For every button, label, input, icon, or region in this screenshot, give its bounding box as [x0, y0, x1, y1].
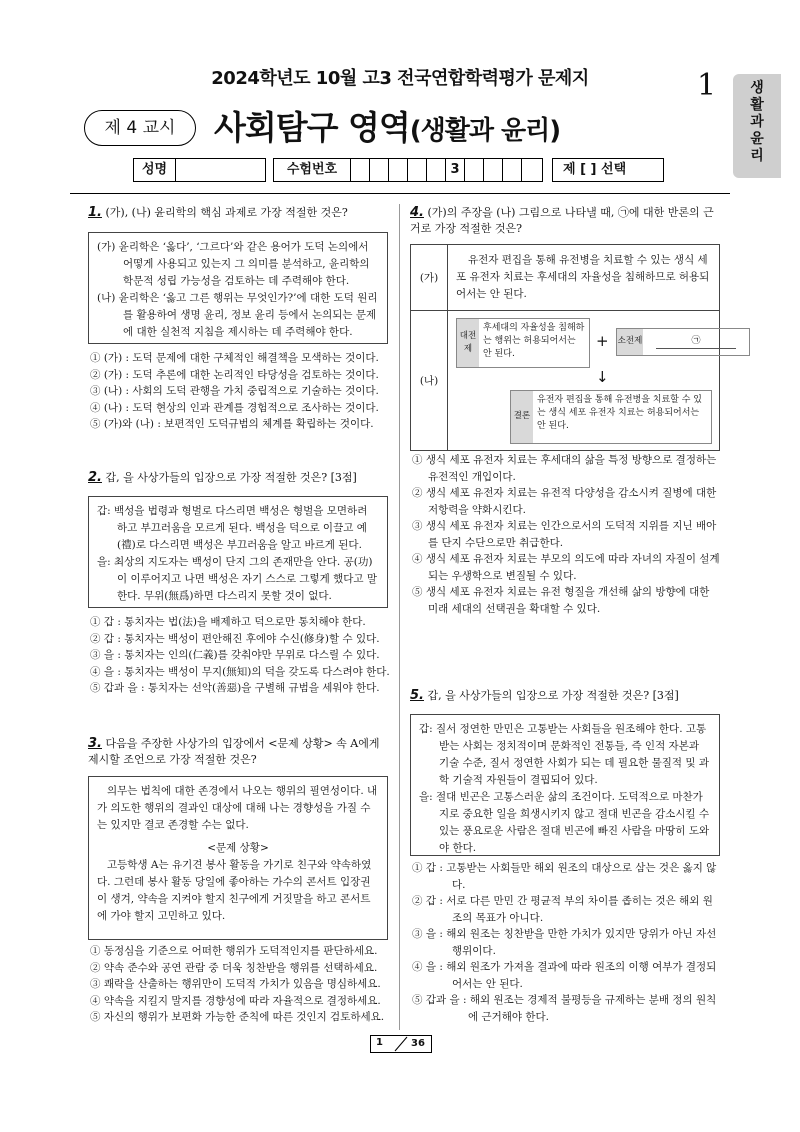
- question-number: 3.: [88, 736, 102, 751]
- subject-side-tab: [733, 74, 781, 178]
- subject-title: [214, 102, 560, 149]
- na-label: (나): [411, 311, 448, 451]
- session-badge: 제 4 교시: [84, 110, 196, 146]
- option-2[interactable]: ② (가) : 도덕 추론에 대한 논리적인 타당성을 검토하는 것이다.: [90, 368, 379, 381]
- situation-title: <문제 상황>: [207, 842, 269, 854]
- question-3-passage: [88, 776, 388, 940]
- question-number: 5.: [410, 688, 424, 703]
- option-1[interactable]: ① 갑 : 고통받는 사회들만 해외 원조의 대상으로 삼는 것은 옳지 않다.: [412, 862, 717, 891]
- digit-cell: [408, 159, 427, 181]
- major-premise-label: 대전제: [457, 319, 479, 367]
- option-3[interactable]: ③ 쾌락을 산출하는 행위만이 도덕적 가치가 있음을 명심하세요.: [90, 978, 381, 990]
- minor-premise-marker: ㉠: [656, 335, 736, 349]
- minor-premise-slot: [643, 329, 749, 355]
- option-2[interactable]: ② 갑 : 서로 다른 만민 간 평균적 부의 차이를 좁히는 것은 해외 원조의 목표가 아니다.: [412, 895, 713, 924]
- question-1-passage: [88, 232, 388, 344]
- option-1[interactable]: ① 동정심을 기준으로 어떠한 행위가 도덕적인지를 판단하세요.: [90, 945, 378, 957]
- question-number: 2.: [88, 470, 102, 485]
- minor-premise-label: 소전제: [617, 329, 643, 355]
- exam-title: 2024학년도 10월 고3 전국연합학력평가 문제지: [211, 68, 589, 89]
- option-2[interactable]: ② 생식 세포 유전자 치료는 유전적 다양성을 감소시켜 질병에 대한 저항력을 약화시킨다.: [412, 487, 717, 516]
- ga-text: 유전자 편집을 통해 유전병을 치료할 수 있는 생식 세포 유전자 치료는 후세대의 자율성을 침해하므로 허용되어서는 안 된다.: [448, 245, 720, 311]
- exam-number-field: [273, 158, 543, 182]
- claim-text: 의무는 법칙에 대한 존경에서 나오는 행위의 필연성이다. 내가 의도한 행위의 결과인 대상에 대해 나는 경향성을 가질 수는 있지만 결코 존경할 수는 없다.: [97, 785, 378, 831]
- stem-text: (가), (나) 윤리학의 핵심 과제로 가장 적절한 것은?: [105, 206, 348, 219]
- conclusion-label: 결론: [511, 391, 533, 443]
- option-5[interactable]: ⑤ 갑과 을 : 통치자는 선악(善惡)을 구별해 규범을 세워야 한다.: [90, 682, 380, 694]
- option-3[interactable]: ③ 을 : 통치자는 인의(仁義)를 갖춰야만 무위로 다스릴 수 있다.: [90, 649, 380, 661]
- option-1[interactable]: ① 생식 세포 유전자 치료는 후세대의 삶을 특정 방향으로 결정하는 유전적인 개입이다.: [412, 454, 717, 483]
- exam-number-label: 수험번호: [274, 159, 351, 181]
- digit-cell: [522, 159, 540, 181]
- name-field: [133, 158, 266, 182]
- question-number: 4.: [410, 205, 424, 220]
- option-2[interactable]: ② 약속 준수와 공연 관람 중 더욱 칭찬받을 행위를 선택하세요.: [90, 961, 378, 974]
- digit-cell: [370, 159, 389, 181]
- option-3[interactable]: ③ 생식 세포 유전자 치료는 인간으로서의 도덕적 지위를 지닌 배아를 단지 수단으로만 취급한다.: [412, 520, 717, 549]
- passage-item: (나) 윤리학은 ‘옳고 그른 행위는 무엇인가?’에 대한 도덕 원리를 활용하여 생명 윤리, 정보 윤리 등에서 논의되는 문제에 대한 실천적 지침을 제시하는 데 주력해야 한다.: [97, 292, 378, 338]
- digit-cell: [389, 159, 408, 181]
- option-1[interactable]: ① 갑 : 통치자는 법(法)을 배제하고 덕으로만 통치해야 한다.: [90, 616, 366, 628]
- digit-cell: [427, 159, 446, 181]
- option-5[interactable]: ⑤ (가)와 (나) : 보편적인 도덕규범의 체계를 확립하는 것이다.: [90, 418, 374, 430]
- question-2-stem: [88, 470, 388, 486]
- passage-item: (가) 윤리학은 ‘옳다’, ‘그르다’와 같은 용어가 도덕 논의에서 어떻게 사용되고 있는지 그 의미를 분석하고, 윤리학의 학문적 성립 가능성을 검토하는 데 주력해야 한다.: [97, 241, 370, 287]
- na-diagram: [448, 311, 720, 451]
- stem-text: 다음을 주장한 사상가의 입장에서 <문제 상황> 속 A에게 제시할 조언으로 가장 적절한 것은?: [88, 737, 380, 766]
- minor-premise-box: [616, 328, 750, 356]
- stem-text: 갑, 을 사상가들의 입장으로 가장 적절한 것은? [3점]: [105, 471, 357, 484]
- major-premise-text: 후세대의 자율성을 침해하는 행위는 허용되어서는 안 된다.: [483, 322, 585, 359]
- option-3[interactable]: ③ (나) : 사회의 도덕 관행을 가치 중립적으로 기술하는 것이다.: [90, 385, 379, 397]
- question-4-options: [412, 452, 722, 617]
- down-arrow-icon: ↓: [596, 367, 609, 386]
- question-4-table: [410, 244, 720, 451]
- question-5-stem: [410, 688, 720, 704]
- situation-text: 고등학생 A는 유기견 봉사 활동을 가기로 친구와 약속하였다. 그런데 봉사 활동 당일에 좋아하는 가수의 콘서트 입장권이 생겨, 약속을 지켜야 할지 친구에게 거짓말을 하고 콘서트에 가야 할지 고민하고 있다.: [97, 859, 372, 922]
- passage-item: 갑: 질서 정연한 만민은 고통받는 사회들을 원조해야 한다. 고통받는 사회는 정치적이며 문화적인 전통들, 즉 인적 자본과 기술 수준, 질서 정연한 사회가 되는 데 필요한 물질적 및 과학 기술적 자원들이 결핍되어 있다.: [419, 723, 710, 786]
- question-2-options: [90, 614, 390, 697]
- question-3-stem: [88, 736, 390, 768]
- stem-text: (가)의 주장을 (나) 그림으로 나타낼 때, ㉠에 대한 반론의 근거로 가장 적절한 것은?: [410, 206, 714, 235]
- column-divider: [399, 204, 400, 1030]
- option-5[interactable]: ⑤ 갑과 을 : 해외 원조는 경제적 불평등을 규제하는 분배 정의 원칙에 근거해야 한다.: [412, 994, 717, 1023]
- option-5[interactable]: ⑤ 생식 세포 유전자 치료는 유전 형질을 개선해 삶의 방향에 대한 미래 세대의 선택권을 확대할 수 있다.: [412, 586, 710, 615]
- side-tab-label: 생활과 윤리: [750, 80, 764, 164]
- choice-field: [552, 158, 664, 182]
- option-5[interactable]: ⑤ 자신의 행위가 보편화 가능한 준칙에 따른 것인지 검토하세요.: [90, 1011, 385, 1023]
- option-4[interactable]: ④ (나) : 도덕 현상의 인과 관계를 경험적으로 조사하는 것이다.: [90, 401, 379, 414]
- header-rule: [70, 193, 730, 194]
- page-number: 1: [697, 68, 717, 103]
- option-1[interactable]: ① (가) : 도덕 문제에 대한 구체적인 해결책을 모색하는 것이다.: [90, 352, 379, 364]
- option-3[interactable]: ③ 을 : 해외 원조는 칭찬받을 만한 가치가 있지만 당위가 아닌 자선 행위이다.: [412, 928, 717, 957]
- conclusion-text: 유전자 편집을 통해 유전병을 치료할 수 있는 생식 세포 유전자 치료는 허용되어서는 안 된다.: [537, 394, 702, 431]
- question-1-options: [90, 350, 390, 433]
- question-number: 1.: [88, 205, 102, 220]
- plus-sign: +: [596, 331, 609, 350]
- option-4[interactable]: ④ 약속을 지킬지 말지를 경향성에 따라 자율적으로 결정하세요.: [90, 994, 381, 1007]
- current-page: 1: [376, 1037, 383, 1048]
- question-5-passage: [410, 714, 720, 856]
- major-premise-box: [456, 318, 590, 368]
- option-4[interactable]: ④ 을 : 해외 원조가 가져올 결과에 따라 원조의 이행 여부가 결정되어서는 안 된다.: [412, 961, 717, 990]
- option-4[interactable]: ④ 생식 세포 유전자 치료는 부모의 의도에 따라 자녀의 자질이 설계되는 우생학으로 변질될 수 있다.: [412, 553, 720, 582]
- option-2[interactable]: ② 갑 : 통치자는 백성이 편안해진 후에야 수신(修身)할 수 있다.: [90, 632, 380, 645]
- name-label: 성명: [134, 159, 176, 181]
- question-5-options: [412, 860, 722, 1025]
- choice-label: 제 [ ] 선택: [563, 162, 627, 177]
- subject-sub: (생활과 윤리): [409, 116, 561, 146]
- conclusion-box: [510, 390, 712, 444]
- question-4-stem: [410, 205, 720, 237]
- question-2-passage: [88, 496, 388, 608]
- passage-item: 을: 최상의 지도자는 백성이 단지 그의 존재만을 안다. 공(功)이 이루어지고 나면 백성은 자기 스스로 그렇게 했다고 말한다. 무위(無爲)하면 다스리지 못할 것이 없다.: [97, 556, 377, 602]
- total-pages: 36: [411, 1038, 425, 1049]
- stem-text: 갑, 을 사상가들의 입장으로 가장 적절한 것은? [3점]: [427, 689, 679, 702]
- question-3-options: [90, 943, 394, 1026]
- digit-cell-fixed: 3: [446, 159, 465, 181]
- passage-item: 갑: 백성을 법령과 형벌로 다스리면 백성은 형벌을 모면하려 하고 부끄러움을 모르게 된다. 백성을 덕으로 이끌고 예(禮)로 다스리면 백성은 부끄러움을 알고 바르게 된다.: [97, 505, 368, 551]
- ga-label: (가): [411, 245, 448, 311]
- digit-cell: [484, 159, 503, 181]
- passage-item: 을: 절대 빈곤은 고통스러운 삶의 조건이다. 도덕적으로 마찬가지로 중요한 일을 희생시키지 않고 절대 빈곤을 감소시킬 수 있는 풍요로운 사람은 절대 빈곤에 빠진 사람을 마땅히 도와야 한다.: [419, 791, 710, 854]
- page-indicator: [370, 1035, 432, 1053]
- option-4[interactable]: ④ 을 : 통치자는 백성이 무지(無知)의 덕을 갖도록 다스려야 한다.: [90, 665, 390, 678]
- question-1-stem: [88, 205, 388, 221]
- digit-cell: [351, 159, 370, 181]
- digit-cell: [465, 159, 484, 181]
- digit-cell: [503, 159, 522, 181]
- name-blank: [176, 159, 265, 181]
- subject-main: 사회탐구 영역: [214, 108, 410, 147]
